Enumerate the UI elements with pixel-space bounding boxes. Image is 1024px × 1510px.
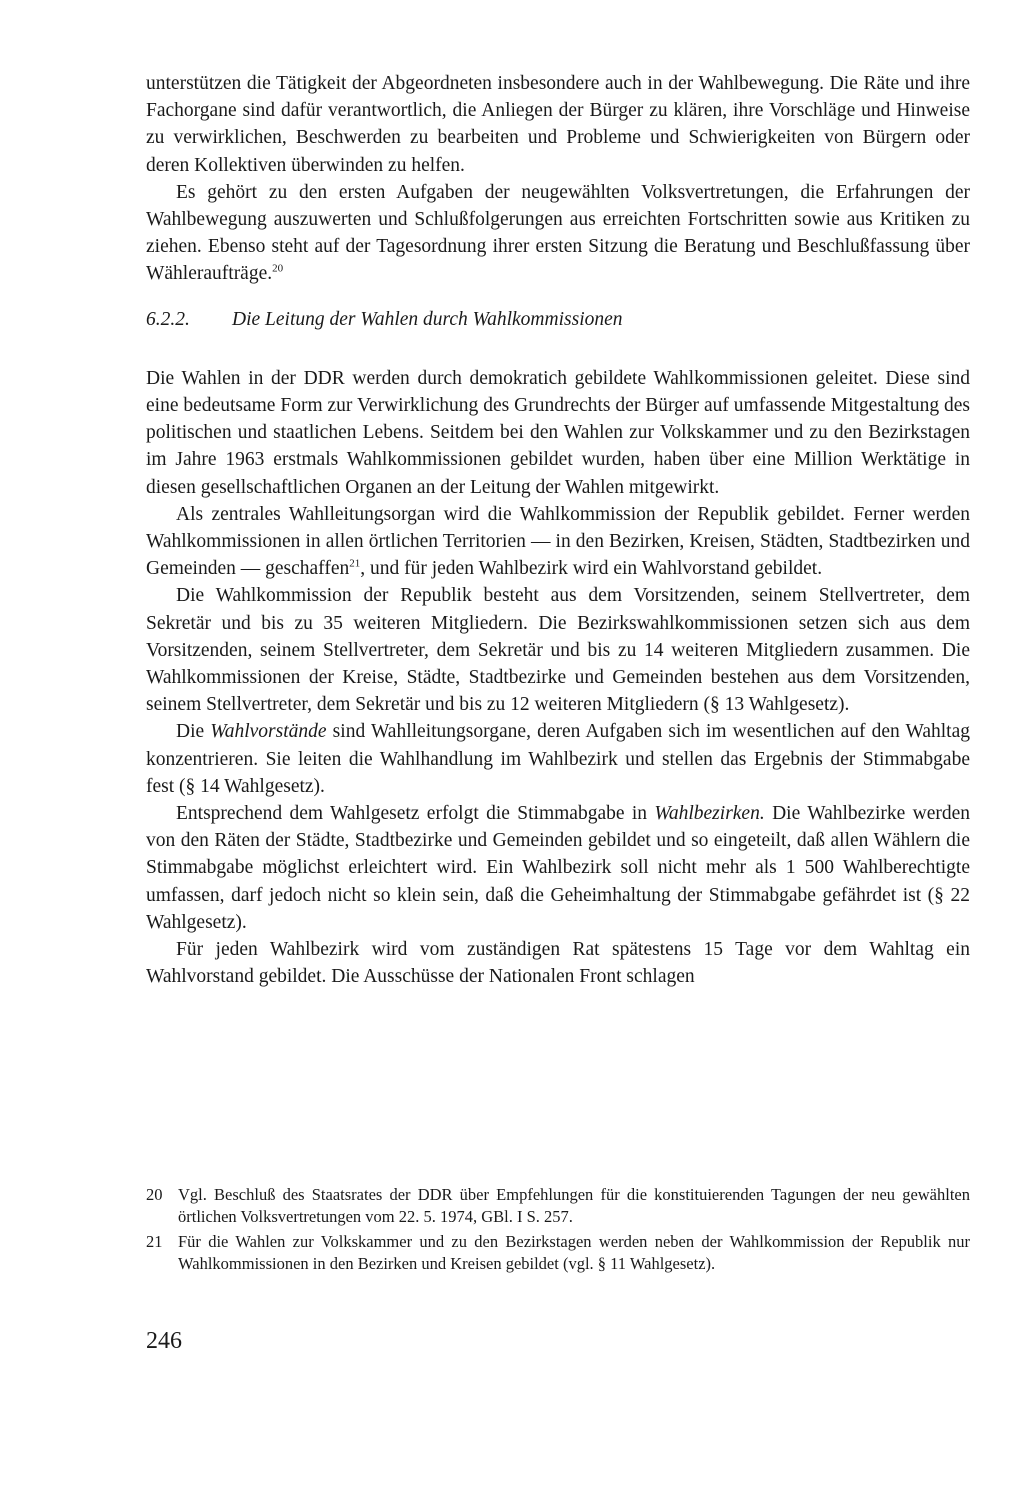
paragraph: Als zentrales Wahlleitungsorgan wird die Wahlkommission der Republik gebildet. Ferner werden Wahlkommissionen in allen örtlichen Territorien — in den Bezirken, Kreisen, Städten, Stadtbezirken und Gemeinden — geschaffen$^{21}$, und für jeden Wahlbezirk wird ein Wahlvorstand gebildet.	[146, 503, 970, 580]
footnote-number: 20	[146, 1185, 163, 1204]
footnote	[146, 1231, 970, 1275]
paragraph: Entsprechend dem Wahlgesetz erfolgt die Stimmabgabe in Wahlbezirken. Die Wahlbezirke werden von den Räten der Städte, Stadtbezirke und Gemeinden gebildet und so eingeteilt, daß allen Wählern die Stimmabgabe möglichst erleichtert wird. Ein Wahlbezirk soll nicht mehr als 1 500 Wahlberechtigte umfassen, darf jedoch nicht so klein sein, daß die Geheimhaltung der Stimmabgabe gefährdet ist (§ 22 Wahlgesetz).	[146, 803, 971, 933]
paragraph: Für jeden Wahlbezirk wird vom zuständigen Rat spätestens 15 Tage vor dem Wahltag ein Wahlvorstand gebildet. Die Ausschüsse der Nationalen Front schlagen	[146, 939, 970, 988]
main-text	[146, 70, 970, 991]
section-heading	[146, 306, 970, 333]
footnote	[146, 1184, 970, 1228]
section-title: Die Leitung der Wahlen durch Wahlkommissionen	[232, 308, 623, 330]
footnotes	[146, 1184, 970, 1278]
paragraph: Es gehört zu den ersten Aufgaben der neugewählten Volksvertretungen, die Erfahrungen der Wahlbewegung auszuwerten und Schlußfolgerungen aus erreichten Fortschritten sowie aus Kritiken zu ziehen. Ebenso steht auf der Tagesordnung ihrer ersten Sitzung die Beratung und Beschlußfassung über Wähleraufträge.$^{20}$	[146, 181, 970, 285]
footnote-text: Vgl. Beschluß des Staatsrates der DDR über Empfehlungen für die konstituierenden Tagungen der neu gewählten örtlichen Volksvertretungen vom 22. 5. 1974, GBl. I S. 257.	[178, 1185, 970, 1226]
emphasized-term: Wahlbezirken.	[654, 803, 765, 825]
paragraph: Die Wahlkommission der Republik besteht aus dem Vorsitzenden, seinem Stellvertreter, dem Sekretär und bis zu 35 weiteren Mitgliedern. Die Bezirkswahlkommissionen setzen sich aus dem Vorsitzenden, seinem Stellvertreter, dem Sekretär und bis zu 14 weiteren Mitgliedern zusammen. Die Wahlkommissionen der Kreise, Städte, Stadtbezirke und Gemeinden bestehen aus dem Vorsitzenden, seinem Stellvertreter, dem Sekretär und bis zu 12 weiteren Mitgliedern (§ 13 Wahlgesetz).	[146, 585, 970, 716]
footnote-reference: 21	[349, 557, 361, 570]
footnote-reference: 20	[272, 262, 284, 275]
footnote-number: 21	[146, 1232, 163, 1251]
footnote-text: Für die Wahlen zur Volkskammer und zu den Bezirkstagen werden neben der Wahlkommission der Republik nur Wahlkommissionen in den Bezirken und Kreisen gebildet (vgl. § 11 Wahlgesetz).	[178, 1232, 970, 1273]
emphasized-term: Wahlvorstände	[210, 721, 327, 743]
section-number: 6.2.2.	[146, 308, 190, 330]
paragraph: Die Wahlen in der DDR werden durch demokratich gebildete Wahlkommissionen geleitet. Diese sind eine bedeutsame Form zur Verwirklichung des Grundrechts der Bürger auf umfassende Mitgestaltung des politischen und staatlichen Lebens. Seitdem bei den Wahlen zur Volkskammer und zu den Bezirkstagen im Jahre 1963 erstmals Wahlkommissionen gebildet wurden, haben über eine Million Werktätige in diesen gesellschaftlichen Organen an der Leitung der Wahlen mitgewirkt.	[146, 367, 970, 498]
page-number: 246	[146, 1328, 182, 1354]
paragraph-continuation: unterstützen die Tätigkeit der Abgeordneten insbesondere auch in der Wahlbewegung. Die Räte und ihre Fachorgane sind dafür verantwortlich, die Anliegen der Bürger zu klären, ihre Vorschläge und Hinweise zu verwirklichen, Beschwerden zu bearbeiten und Probleme und Schwierigkeiten von Bürgern oder deren Kollektiven überwinden zu helfen.	[146, 73, 970, 176]
paragraph: Die Wahlvorstände sind Wahlleitungsorgane, deren Aufgaben sich im wesentlichen auf den Wahltag konzentrieren. Sie leiten die Wahlhandlung im Wahlbezirk und stellen das Ergebnis der Stimmabgabe fest (§ 14 Wahlgesetz).	[146, 721, 970, 797]
